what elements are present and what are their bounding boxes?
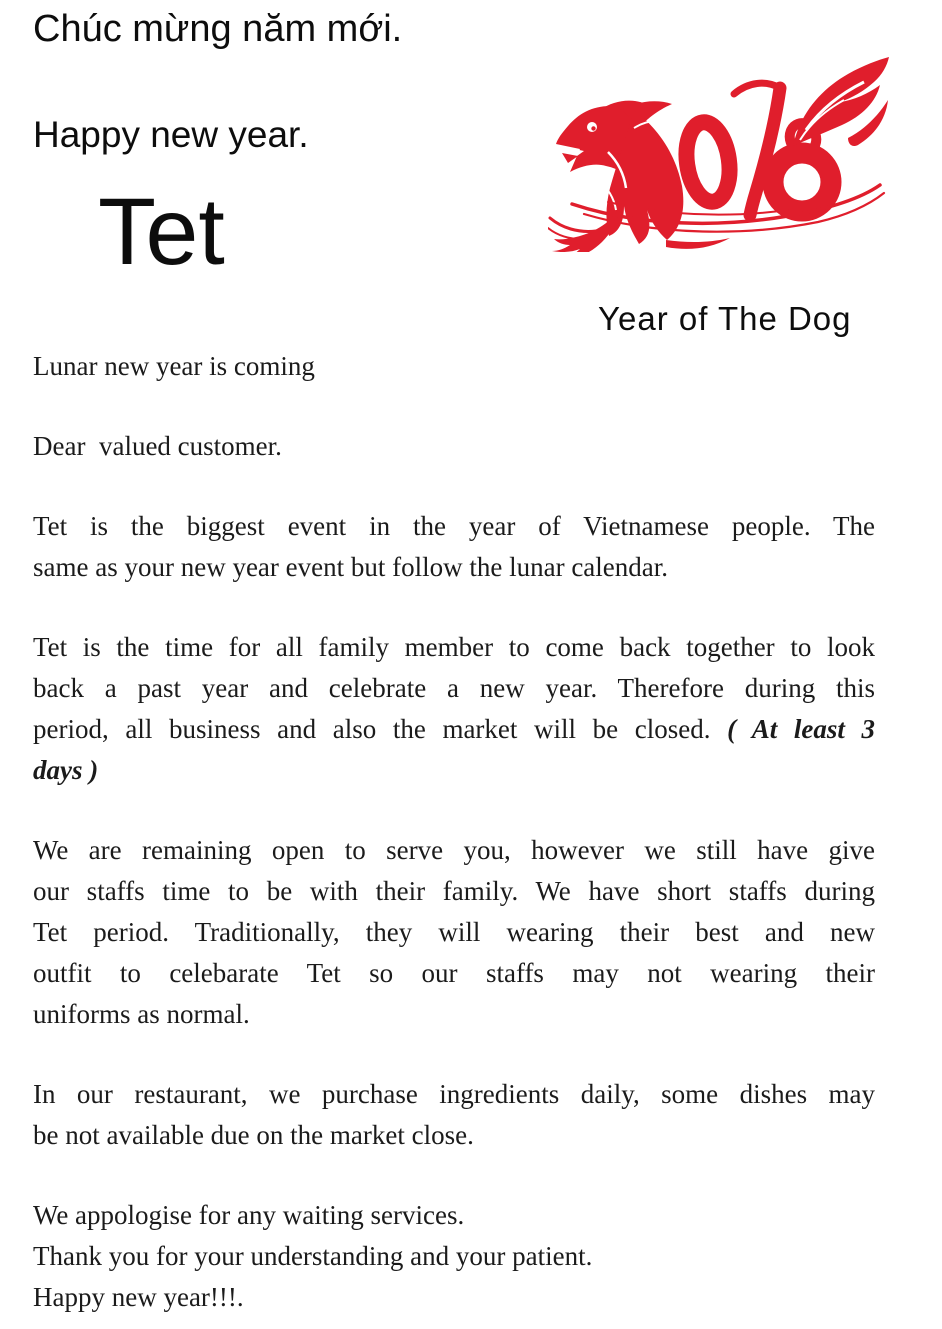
text-segment: Tet period. Traditionally, they will wearing their best and new: [33, 917, 875, 947]
paragraph: [33, 1074, 875, 1156]
text-line: [33, 426, 875, 467]
text-line: [33, 1277, 875, 1318]
text-line: [33, 668, 875, 709]
text-segment: We appologise for any waiting services.: [33, 1200, 465, 1230]
text-segment: uniforms as normal.: [33, 999, 250, 1029]
text-line: [33, 750, 875, 791]
text-segment: ( At least 3: [727, 714, 875, 744]
english-greeting-heading: Happy new year.: [33, 114, 309, 155]
text-line: [33, 547, 875, 588]
text-line: [33, 709, 875, 750]
text-segment: We are remaining open to serve you, however we still have give: [33, 835, 875, 865]
text-line: [33, 1074, 875, 1115]
vietnamese-greeting-heading: Chúc mừng năm mới.: [33, 8, 403, 50]
text-segment: Dear valued customer.: [33, 431, 282, 461]
paragraph: [33, 506, 875, 588]
text-segment: same as your new year event but follow the lunar calendar.: [33, 552, 669, 582]
paragraph: [33, 627, 875, 791]
wave-stroke: [550, 218, 596, 231]
paragraph: [33, 426, 875, 467]
text-segment: outfit to celebarate Tet so our staffs may not wearing their: [33, 958, 875, 988]
text-line: [33, 1195, 875, 1236]
text-line: [33, 627, 875, 668]
text-line: [33, 830, 875, 871]
text-line: [33, 506, 875, 547]
text-line: [33, 1236, 875, 1277]
text-segment: Thank you for your understanding and your patient.: [33, 1241, 593, 1271]
text-segment: Tet is the time for all family member to come back together to look: [33, 632, 875, 662]
tet-title: Tet: [98, 179, 225, 285]
paragraph: [33, 346, 875, 387]
text-segment: period, all business and also the market will be closed.: [33, 714, 728, 744]
graphic-caption: Year of The Dog: [598, 300, 852, 337]
text-line: [33, 871, 875, 912]
text-segment: In our restaurant, we purchase ingredients daily, some dishes may: [33, 1079, 875, 1109]
text-segment: Happy new year!!!.: [33, 1282, 244, 1312]
text-segment: our staffs time to be with their family. We have short staffs during: [33, 876, 875, 906]
numeral-8-bottom-loop: [773, 153, 831, 211]
paragraph: [33, 830, 875, 1035]
text-line: [33, 953, 875, 994]
dog-pupil-icon: [591, 126, 595, 130]
paragraph: [33, 1195, 875, 1318]
dog-body-tailoff: [666, 238, 730, 249]
text-segment: be not available due on the market close.: [33, 1120, 474, 1150]
text-line: [33, 1115, 875, 1156]
text-segment: Tet is the biggest event in the year of Vietnamese people. The: [33, 511, 875, 541]
text-line: [33, 912, 875, 953]
text-segment: days ): [33, 755, 99, 785]
text-line: [33, 346, 875, 387]
text-segment: back a past year and celebrate a new year. Therefore during this: [33, 673, 875, 703]
letter-body: [33, 346, 875, 1318]
text-segment: Lunar new year is coming: [33, 351, 315, 381]
text-line: [33, 994, 875, 1035]
numeral-0: [682, 119, 735, 204]
2018-year-of-dog-graphic: [548, 52, 898, 252]
